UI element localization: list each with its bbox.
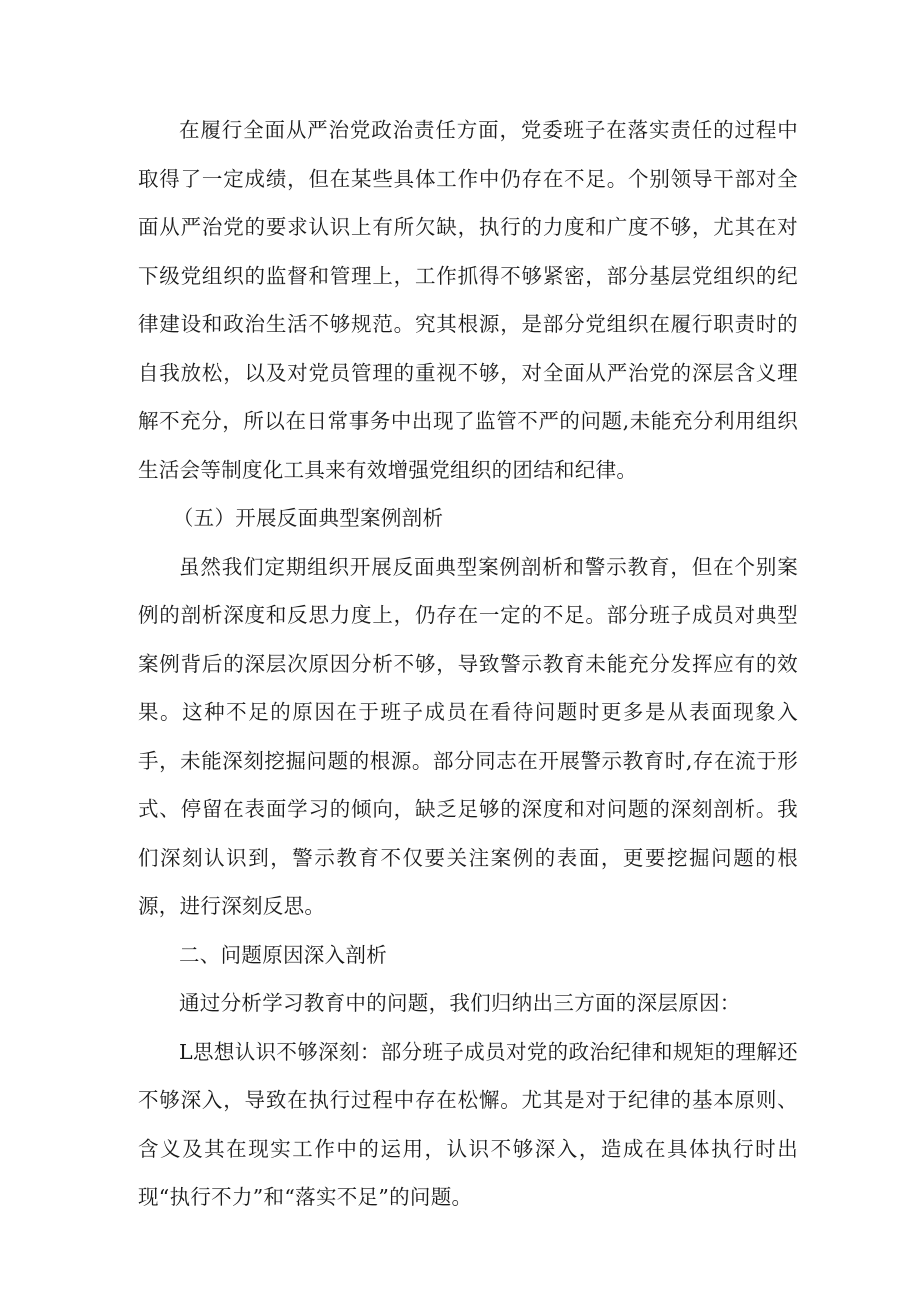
- paragraph-causes-intro: 通过分析学习教育中的问题，我们归纳出三方面的深层原因：: [179, 991, 741, 1015]
- paragraph-cause-1: L思想认识不够深刻：部分班子成员对党的政治纪律和规矩的理解还不够深入，导致在执行过程中存在松懈。尤其是对于纪律的基本原则、含义及其在现实工作中的运用，认识不够深入，造成在具体执行时出现“执行不力”和“落实不足”的问题。: [138, 1039, 798, 1209]
- document-body: [138, 106, 798, 1222]
- paragraph-case-analysis: 虽然我们定期组织开展反面典型案例剖析和警示教育，但在个别案例的剖析深度和反思力度上，仍存在一定的不足。部分班子成员对典型案例背后的深层次原因分析不够，导致警示教育未能充分发挥应有的效果。这种不足的原因在于班子成员在看待问题时更多是从表面现象入手，未能深刻挖掘问题的根源。部分同志在开展警示教育时,存在流于形式、停留在表面学习的倾向，缺乏足够的深度和对问题的深刻剖析。我们深刻认识到，警示教育不仅要关注案例的表面，更要挖掘问题的根源，进行深刻反思。: [138, 554, 798, 918]
- section-heading-root-causes: 二、问题原因深入剖析: [179, 942, 387, 967]
- paragraph-responsibility: 在履行全面从严治党政治责任方面，党委班子在落实责任的过程中取得了一定成绩，但在某些具体工作中仍存在不足。个别领导干部对全面从严治党的要求认识上有所欠缺，执行的力度和广度不够，尤其在对下级党组织的监督和管理上，工作抓得不够紧密，部分基层党组织的纪律建设和政治生活不够规范。究其根源，是部分党组织在履行职责时的自我放松，以及对党员管理的重视不够，对全面从严治党的深层含义理解不充分，所以在日常事务中出现了监管不严的问题,未能充分利用组织生活会等制度化工具来有效增强党组织的团结和纪律。: [138, 118, 798, 482]
- section-heading-case-analysis: （五）开展反面典型案例剖析: [172, 506, 444, 530]
